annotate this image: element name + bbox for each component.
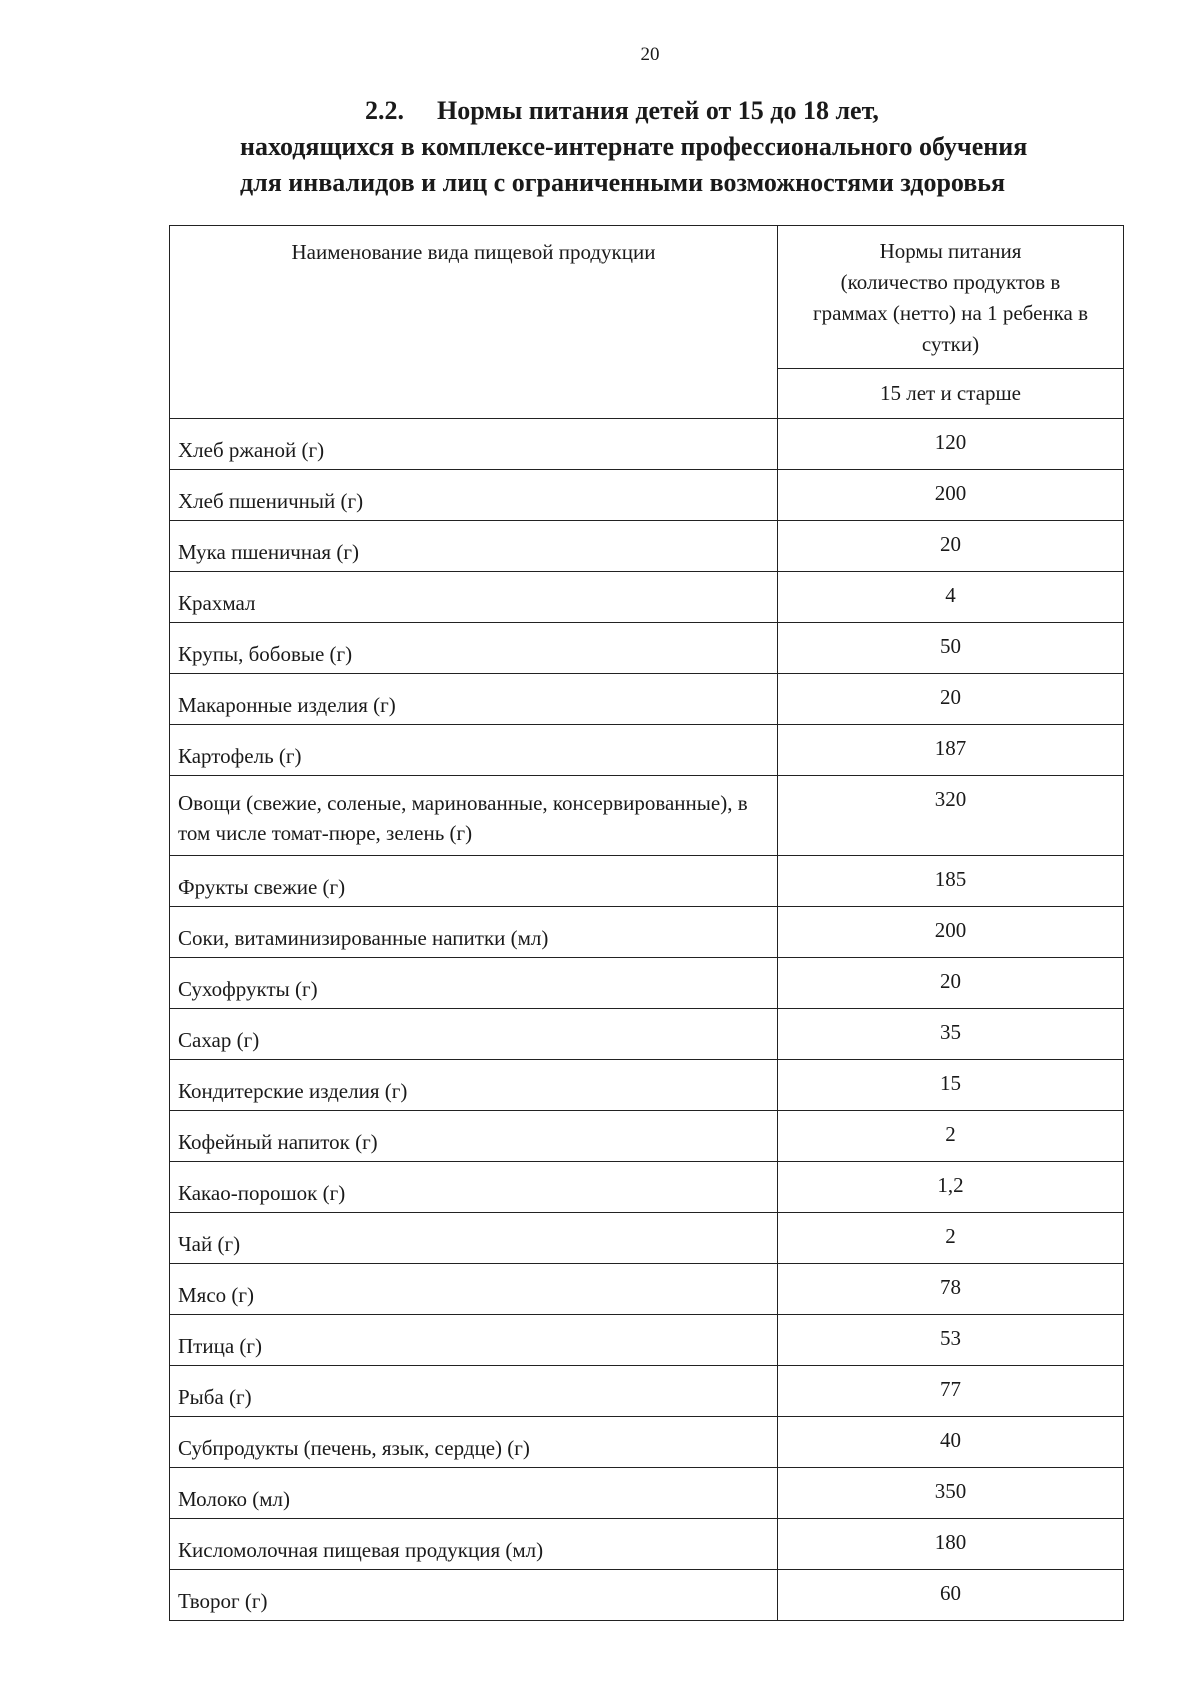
product-name: Молоко (мл) xyxy=(170,1468,778,1519)
section-number: 2.2. xyxy=(365,96,404,125)
page-number: 20 xyxy=(640,44,660,65)
product-name: Мука пшеничная (г) xyxy=(170,521,778,572)
table-row xyxy=(170,1519,1124,1570)
product-name: Картофель (г) xyxy=(170,725,778,776)
product-name: Соки, витаминизированные напитки (мл) xyxy=(170,907,778,958)
header-norms-line: (количество продуктов в xyxy=(840,270,1061,294)
product-name: Рыба (г) xyxy=(170,1366,778,1417)
product-name: Крахмал xyxy=(170,572,778,623)
product-norm: 180 xyxy=(778,1519,1124,1570)
product-norm: 15 xyxy=(778,1060,1124,1111)
product-norm: 20 xyxy=(778,958,1124,1009)
product-norm: 2 xyxy=(778,1111,1124,1162)
table-row xyxy=(170,1417,1124,1468)
product-norm: 350 xyxy=(778,1468,1124,1519)
product-norm: 187 xyxy=(778,725,1124,776)
header-norms-line: граммах (нетто) на 1 ребенка в xyxy=(812,301,1089,325)
product-name: Макаронные изделия (г) xyxy=(170,674,778,725)
product-norm: 20 xyxy=(778,674,1124,725)
product-name: Сахар (г) xyxy=(170,1009,778,1060)
product-norm: 78 xyxy=(778,1264,1124,1315)
table-row xyxy=(170,674,1124,725)
header-product-name: Наименование вида пищевой продукции xyxy=(170,226,778,419)
product-norm: 40 xyxy=(778,1417,1124,1468)
table-row xyxy=(170,572,1124,623)
table-row xyxy=(170,521,1124,572)
header-norms-line: Нормы питания xyxy=(879,239,1022,263)
product-name: Кондитерские изделия (г) xyxy=(170,1060,778,1111)
table-row xyxy=(170,1468,1124,1519)
heading-line-2: находящихся в комплексе-интернате профессионального обучения xyxy=(240,132,1028,161)
product-norm: 20 xyxy=(778,521,1124,572)
table-row xyxy=(170,907,1124,958)
heading-line-3: для инвалидов и лиц с ограниченными возможностями здоровья xyxy=(240,168,1006,197)
table-row xyxy=(170,958,1124,1009)
product-norm: 1,2 xyxy=(778,1162,1124,1213)
product-name: Творог (г) xyxy=(170,1570,778,1621)
table-row xyxy=(170,776,1124,856)
product-norm: 120 xyxy=(778,419,1124,470)
table-row xyxy=(170,725,1124,776)
product-name: Овощи (свежие, соленые, маринованные, консервированные), в том числе томат-пюре, зелень (г) xyxy=(170,776,778,856)
table-row xyxy=(170,1366,1124,1417)
table-row xyxy=(170,1264,1124,1315)
heading-line-1: Нормы питания детей от 15 до 18 лет, xyxy=(437,96,879,125)
table-row xyxy=(170,1060,1124,1111)
table-row xyxy=(170,1162,1124,1213)
product-name: Птица (г) xyxy=(170,1315,778,1366)
header-norms-line: сутки) xyxy=(921,332,980,356)
product-name: Субпродукты (печень, язык, сердце) (г) xyxy=(170,1417,778,1468)
table-row xyxy=(170,470,1124,521)
table-row xyxy=(170,1213,1124,1264)
header-age-group: 15 лет и старше xyxy=(778,369,1124,419)
product-norm: 185 xyxy=(778,856,1124,907)
product-norm: 53 xyxy=(778,1315,1124,1366)
product-norm: 200 xyxy=(778,470,1124,521)
product-name: Кисломолочная пищевая продукция (мл) xyxy=(170,1519,778,1570)
section-heading xyxy=(240,93,1130,201)
product-norm: 320 xyxy=(778,776,1124,856)
product-name: Хлеб ржаной (г) xyxy=(170,419,778,470)
product-name: Крупы, бобовые (г) xyxy=(170,623,778,674)
product-norm: 35 xyxy=(778,1009,1124,1060)
product-norm: 60 xyxy=(778,1570,1124,1621)
table-row xyxy=(170,623,1124,674)
product-norm: 2 xyxy=(778,1213,1124,1264)
header-norms xyxy=(778,226,1124,369)
product-norm: 77 xyxy=(778,1366,1124,1417)
product-norm: 50 xyxy=(778,623,1124,674)
table-row xyxy=(170,1570,1124,1621)
product-name: Сухофрукты (г) xyxy=(170,958,778,1009)
table-row xyxy=(170,1111,1124,1162)
product-name: Хлеб пшеничный (г) xyxy=(170,470,778,521)
product-name: Какао-порошок (г) xyxy=(170,1162,778,1213)
table-row xyxy=(170,1315,1124,1366)
product-norm: 4 xyxy=(778,572,1124,623)
table-row xyxy=(170,419,1124,470)
product-name: Фрукты свежие (г) xyxy=(170,856,778,907)
table-row xyxy=(170,1009,1124,1060)
product-name: Чай (г) xyxy=(170,1213,778,1264)
table-row xyxy=(170,856,1124,907)
product-norm: 200 xyxy=(778,907,1124,958)
product-name: Кофейный напиток (г) xyxy=(170,1111,778,1162)
nutrition-norms-table xyxy=(169,225,1124,1621)
product-name: Мясо (г) xyxy=(170,1264,778,1315)
